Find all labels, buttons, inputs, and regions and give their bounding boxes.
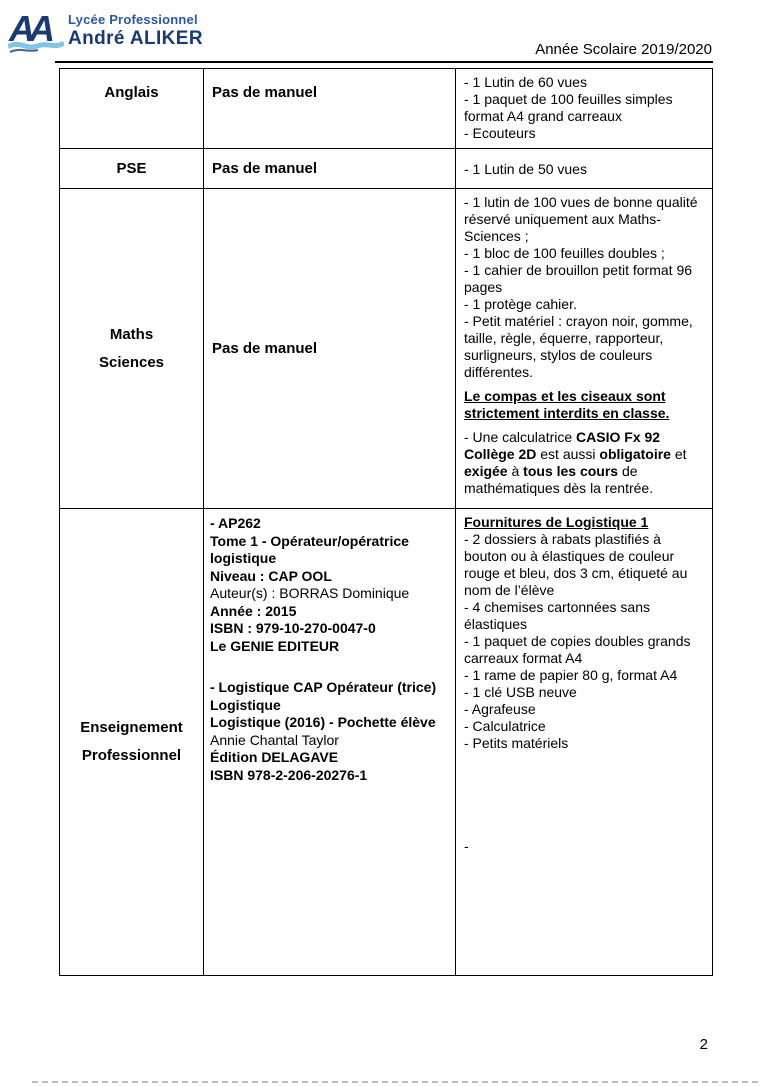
calc-model: CASIO Fx 92 Collège 2D	[464, 429, 661, 462]
logo-monogram: AA	[9, 8, 49, 49]
next-page-table-edge	[32, 1081, 758, 1083]
table-row-enseignement-professionnel	[60, 509, 713, 976]
manual-label-anglais: Pas de manuel	[212, 84, 318, 101]
book-publisher: Le GENIE EDITEUR	[210, 637, 340, 654]
subject-cell-maths	[60, 189, 204, 509]
logo-wave-small-icon	[10, 50, 38, 52]
supply-item: - 1 rame de papier 80 g, format A4	[464, 667, 678, 683]
supply-item: - 1 lutin de 100 vues de bonne qualité réservé uniquement aux Maths-Sciences ;	[464, 194, 698, 244]
book-isbn: ISBN : 979-10-270-0047-0	[210, 620, 376, 636]
supply-item: - 1 Lutin de 50 vues	[464, 160, 587, 177]
table-row-anglais	[60, 69, 713, 149]
table-row-maths-sciences	[60, 189, 713, 509]
supply-item: - 1 protège cahier.	[464, 296, 577, 312]
calc-emph: obligatoire	[599, 446, 671, 462]
book-publisher: Édition DELAGAVE	[210, 749, 339, 765]
book-1	[210, 515, 451, 655]
book-title: Tome 1 - Opérateur/opératrice logistique	[210, 532, 409, 566]
book-ref: - AP262	[210, 515, 261, 531]
school-year-label: Année Scolaire 2019/2020	[535, 41, 712, 58]
page-number: 2	[699, 1036, 708, 1053]
book-2	[210, 679, 451, 784]
school-logo	[8, 8, 203, 54]
school-name-line2: André ALIKER	[68, 28, 203, 49]
subject-label-professionnel: Professionnel	[81, 747, 182, 764]
supplies-cell-pse	[456, 149, 713, 189]
supply-item: - Agrafeuse	[464, 701, 536, 717]
manual-cell-maths	[204, 189, 456, 509]
supply-item: - Ecouteurs	[464, 125, 536, 141]
book-authors: Auteur(s) : BORRAS Dominique	[210, 585, 410, 601]
calc-text: est aussi	[536, 446, 600, 462]
stray-dash: -	[464, 838, 469, 854]
subject-label-pse: PSE	[116, 160, 147, 177]
supplies-cell-maths	[456, 189, 713, 509]
book-isbn: ISBN 978-2-206-20276-1	[210, 766, 368, 783]
supply-item: - 1 paquet de 100 feuilles simples format A4 grand carreaux	[464, 91, 673, 124]
book-author: Annie Chantal Taylor	[210, 731, 339, 748]
supply-item: - 1 paquet de copies doubles grands carreaux format A4	[464, 633, 691, 666]
supply-item: - 4 chemises cartonnées sans élastiques	[464, 599, 650, 632]
calc-text: et	[670, 446, 687, 462]
supply-item: - Calculatrice	[464, 718, 546, 734]
calc-text: de mathématiques dès la rentrée.	[464, 463, 654, 496]
calc-emph: tous les cours	[523, 463, 619, 479]
subject-label-enseignement: Enseignement	[80, 719, 183, 736]
manual-label-maths: Pas de manuel	[212, 340, 318, 357]
manual-label-pse: Pas de manuel	[212, 160, 318, 177]
subject-label-maths: Maths	[109, 325, 154, 343]
maths-warning-text: Le compas et les ciseaux sont strictement interdits en classe.	[464, 388, 670, 421]
supply-item: - 1 clé USB neuve	[464, 684, 577, 700]
header-divider	[55, 61, 713, 63]
manuals-cell-pro	[204, 509, 456, 976]
maths-calculator-note	[464, 429, 707, 497]
calc-text: - Une calculatrice	[464, 429, 577, 445]
subject-cell-anglais	[60, 69, 204, 149]
subject-cell-pse	[60, 149, 204, 189]
supply-item: - 2 dossiers à rabats plastifiés à bouton ou à élastiques de couleur rouge et bleu, dos 3 cm, étiqueté au nom de l’élève	[464, 531, 688, 598]
table-row-pse	[60, 149, 713, 189]
supply-item: - 1 bloc de 100 feuilles doubles ;	[464, 245, 665, 261]
school-name	[68, 8, 203, 50]
school-logo-icon	[8, 8, 64, 54]
supplies-title: Fournitures de Logistique 1	[464, 514, 649, 530]
supply-item: - Petit matériel : crayon noir, gomme, taille, règle, équerre, rapporteur, surligneurs, stylos de couleurs différentes.	[464, 313, 693, 380]
book-title: - Logistique CAP Opérateur (trice) Logistique	[210, 679, 437, 713]
calc-emph: exigée	[464, 463, 508, 479]
subject-cell-pro	[60, 509, 204, 976]
supply-item: - 1 cahier de brouillon petit format 96 pages	[464, 262, 693, 295]
supplies-cell-anglais	[456, 69, 713, 149]
supplies-cell-pro	[456, 509, 713, 976]
supply-item: - Petits matériels	[464, 735, 569, 751]
supply-item: - 1 Lutin de 60 vues	[464, 74, 587, 90]
subject-label-anglais: Anglais	[104, 84, 159, 101]
calc-text: à	[507, 463, 524, 479]
book-level: Niveau : CAP OOL	[210, 567, 332, 584]
manual-cell-pse	[204, 149, 456, 189]
book-year: Année : 2015	[210, 602, 297, 619]
school-name-line1: Lycée Professionnel	[68, 12, 198, 27]
subject-label-sciences: Sciences	[98, 353, 165, 371]
book-subtitle: Logistique (2016) - Pochette élève	[210, 714, 436, 730]
supplies-table	[59, 68, 713, 976]
manual-cell-anglais	[204, 69, 456, 149]
